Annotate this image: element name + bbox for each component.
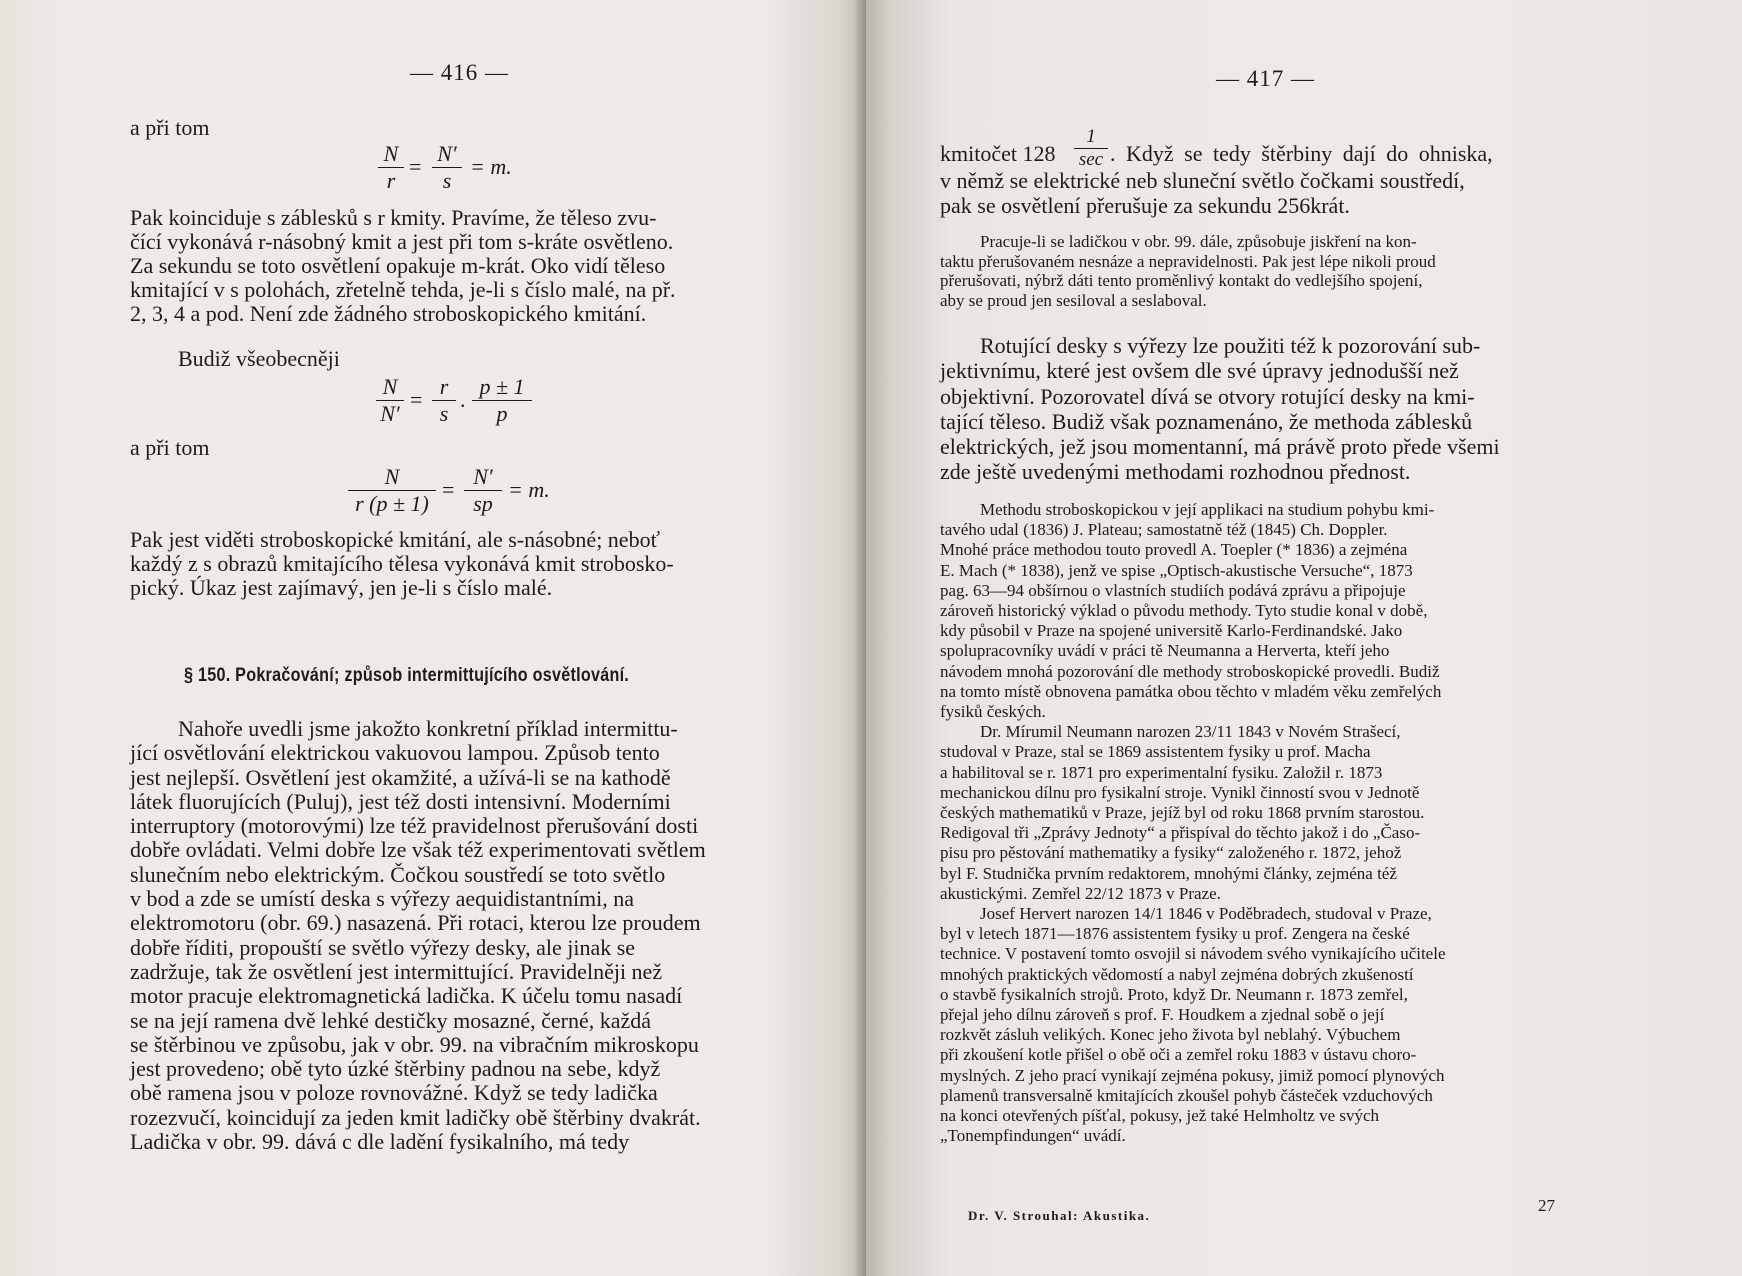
para2-line: Pak jest viděti stroboskopické kmitání, ale s-násobné; neboť — [130, 527, 660, 552]
kmitocet-line-post: . Když se tedy štěrbiny dají do ohniska, — [1110, 141, 1493, 166]
para2-line: každý z s obrazů kmitajícího tělesa vykonává kmit strobosko- — [130, 551, 674, 576]
eq2-num2: r — [432, 374, 456, 401]
para3-line: dobře říditi, propouští se světlo výřezy desky, ale jinak se — [130, 934, 636, 960]
paragraph-3 — [130, 717, 706, 1154]
note2-line: akustickými. Zemřel 22/12 1873 v Praze. — [940, 883, 1221, 903]
frac-den: sec — [1078, 149, 1104, 170]
para3-line: se štěrbinou ve způsobu, jak v obr. 99. na vibračním mikroskopu — [130, 1031, 699, 1057]
para3-line: jest nejlepší. Osvětlení jest okamžité, a užívá-li se na kathodě — [130, 764, 671, 790]
note2-line: myslných. Z jeho prací vynikají zejména pokusy, jimiž pomocí plynových — [940, 1065, 1445, 1085]
note2-line: rozkvět zásluh velikých. Konec jeho života byl neblahý. Výbuchem — [940, 1025, 1401, 1045]
eq3-equals: = — [442, 477, 455, 502]
para3-line: látek fluorujících (Puluj), jest též dosti intensivní. Moderními — [130, 788, 671, 814]
small-note-1 — [940, 232, 1436, 310]
note2-line: studoval v Praze, stal se 1869 assistentem fysiky u prof. Macha — [940, 742, 1371, 762]
left-page — [0, 0, 866, 1276]
para3-line: Nahoře uvedli jsme jakožto konkretní příklad intermittu- — [178, 716, 678, 741]
intro-text-2: a při tom — [130, 435, 210, 460]
right-page — [866, 0, 1742, 1276]
eq1-equals: = — [409, 154, 422, 179]
eq3-num2: N′ — [464, 464, 502, 491]
note2-line: „Tonempfindungen“ uvádí. — [940, 1126, 1126, 1146]
para1-line: čící vykonává r-násobný kmit a jest při tom s-kráte osvětleno. — [130, 229, 674, 254]
note2-line: českých mathematiků v Praze, jejíž byl od roku 1868 prvním starostou. — [940, 803, 1425, 823]
para3-line: jící osvětlování elektrickou vakuovou lampou. Způsob tento — [130, 740, 660, 766]
eq1-num: N — [378, 141, 404, 168]
para3-line: v bod a zde se umístí deska s výřezy aequidistantními, na — [130, 886, 635, 912]
note2-line: pag. 63—94 obšírnou o vlastních studiích podává zprávu a připojuje — [940, 580, 1406, 600]
eq1-rhs: = m. — [470, 154, 512, 179]
note2-line: technice. V postavení tomto osvojil si návodem svého vynikajícího učitele — [940, 944, 1446, 964]
note1-line: aby se proud jen sesiloval a seslaboval. — [940, 290, 1207, 310]
para3-line: jest provedeno; obě tyto úzké štěrbiny padnou na sebe, když — [130, 1056, 661, 1082]
note2-line: mechanickou dílnu pro fysikalní stroje. Vynikl činností svou v Jednotě — [940, 782, 1420, 802]
note2-line: a habilitoval se r. 1871 pro experimentalní fysiku. Založil r. 1873 — [940, 762, 1383, 782]
note2-line: při zkoušení kotle přišel o obě oči a zemřel roku 1883 v ústavu choro- — [940, 1045, 1417, 1065]
note2-line: kdy působil v Praze na spojené universitě Karlo-Ferdinandské. Jako — [940, 621, 1403, 641]
rpara2-line: objektivní. Pozorovatel dívá se otvory rotující desky na kmi- — [940, 383, 1475, 409]
note1-line: taktu přerušovaném nesnáze a nepravidelnosti. Pak jest lépe nikoli proud — [940, 251, 1436, 271]
eq2-dot: . — [460, 387, 466, 412]
note2-line: Methodu stroboskopickou v její applikaci na studium pohybu kmi- — [980, 500, 1435, 519]
para1-line: kmitající v s polohách, zřetelně tehda, je-li s číslo malé, na př. — [130, 277, 676, 302]
eq2-den3: p — [496, 401, 508, 426]
footer-author: Dr. V. Strouhal: Akustika. — [968, 1208, 1151, 1223]
rpara2-line: Rotující desky s výřezy lze použiti též k pozorování sub- — [980, 333, 1481, 358]
rpara1-line: pak se osvětlení přerušuje za sekundu 256krát. — [940, 193, 1350, 218]
note2-line: Mnohé práce methodou touto provedl A. Toepler (* 1836) a zejména — [940, 540, 1408, 560]
note2-line: přejal jeho dílnu zároveň s prof. F. Houdkem a zjednal sobě o její — [940, 1005, 1385, 1025]
eq3-rhs: = m. — [508, 477, 550, 502]
note2-line: fysiků českých. — [940, 702, 1046, 722]
eq2-num3: p ± 1 — [472, 374, 532, 401]
eq2-num: N — [376, 374, 404, 401]
paragraph-2 — [130, 528, 674, 600]
para3-line: dobře ovládati. Velmi dobře lze však též experimentovati světlem — [130, 837, 706, 863]
para1-line: Pak koinciduje s záblesků s r kmity. Pravíme, že těleso zvu- — [130, 205, 657, 230]
note2-line: tavého udal (1836) J. Plateau; samostatně též (1845) Ch. Doppler. — [940, 520, 1388, 540]
note2-line: pisu pro pěstování mathematiky a fysiky“ založeného r. 1872, jehož — [940, 843, 1402, 863]
note2-line: mnohých praktických vědomostí a nabyl zejména dobrých zkušeností — [940, 964, 1414, 984]
frac-num: 1 — [1074, 126, 1108, 149]
para3-line: slunečním nebo elektrickým. Čočkou soustředí se toto světlo — [130, 861, 666, 887]
fraction-1-sec — [1074, 126, 1108, 171]
eq2-den2: s — [439, 401, 449, 426]
note2-line: Redigoval tři „Zprávy Jednoty“ a přispíval do těchto jakož i do „Časo- — [940, 823, 1421, 843]
note2-line: spolupracovníky uvádí v práci tě Neumanna a Herverta, kteří jeho — [940, 641, 1390, 661]
eq3-den: r (p ± 1) — [355, 491, 429, 516]
page-number-417: — 417 — — [1216, 66, 1315, 91]
para3-line: elektromotoru (obr. 69.) nasazená. Při rotaci, kterou lze proudem — [130, 910, 701, 936]
para3-line: Ladička v obr. 99. dává c dle ladění fysikalního, má tedy — [130, 1129, 630, 1155]
note2-line: zároveň historický výklad o původu methody. Tyto studie konal v době, — [940, 601, 1428, 621]
rpara2-line: zde ještě uvedenými methodami rozhodnou přednost. — [940, 459, 1411, 485]
paragraph-1 — [130, 206, 676, 326]
note2-line: byl v letech 1871—1876 assistentem fysiky u prof. Zengera na české — [940, 924, 1410, 944]
eq3-den2: sp — [473, 491, 493, 516]
para3-line: zadržuje, tak že osvětlení jest intermittující. Pravidelněji než — [130, 958, 663, 984]
right-paragraph-2 — [940, 333, 1500, 485]
eq1-den2: s — [442, 168, 452, 193]
small-note-2 — [940, 500, 1446, 1147]
eq2-den: N′ — [380, 401, 400, 426]
para3-line: motor pracuje elektromagnetická ladička. K účelu tomu nasadí — [130, 983, 683, 1009]
note2-line: plamenů transversalně kmitajících zkoušel pohyb částeček vzduchových — [940, 1085, 1433, 1105]
para3-line: se na její ramena dvě lehké destičky mosazné, černé, každá — [130, 1007, 652, 1033]
note1-line: přerušovati, nýbrž dáti tento proměnlivý kontakt do vedlejšího spojení, — [940, 271, 1423, 290]
note2-line: návodem mnohá pozorování dle methody stroboskopické provedli. Budiž — [940, 661, 1440, 681]
note1-line: Pracuje-li se ladičkou v obr. 99. dále, způsobuje jiskření na kon- — [980, 232, 1417, 251]
para1-line: 2, 3, 4 a pod. Není zde žádného stroboskopického kmitání. — [130, 301, 647, 326]
right-paragraph-1 — [940, 168, 1465, 218]
eq3-num: N — [348, 464, 436, 491]
rpara2-line: tající těleso. Budiž však poznamenáno, že methoda záblesků — [940, 408, 1473, 434]
eq1-num2: N′ — [432, 141, 462, 168]
note2-line: na tomto místě obnovena památka obou těchto v mladém věku zemřelých — [940, 681, 1442, 701]
para1-line: Za sekundu se toto osvětlení opakuje m-krát. Oko vidí těleso — [130, 253, 666, 278]
para3-line: rozezvučí, koincidují za jeden kmit ladičky obě štěrbiny dvakrát. — [130, 1104, 701, 1130]
rpara1-line: v němž se elektrické neb sluneční světlo čočkami soustředí, — [940, 168, 1465, 193]
rpara2-line: elektrických, jež jsou momentanní, má právě proto přede všemi — [940, 434, 1500, 460]
page-number-416: — 416 — — [410, 60, 509, 85]
note2-line: byl F. Studnička prvním redaktorem, mnohými články, zejména též — [940, 863, 1397, 883]
section-heading: § 150. Pokračování; způsob intermittujícího osvětlování. — [184, 665, 630, 686]
eq2-equals: = — [410, 387, 423, 412]
signature-mark: 27 — [1538, 1196, 1555, 1215]
rpara2-line: jektivnímu, které jest ovšem dle své úpravy jednodušší než — [940, 358, 1459, 384]
budiz-text: Budiž všeobecněji — [178, 346, 340, 371]
note2-line: na konci otevřených píšťal, pokusy, jež také Helmholtz ve svých — [940, 1106, 1380, 1126]
note2-line: o stavbě fysikalních strojů. Proto, když Dr. Neumann r. 1873 zemřel, — [940, 984, 1408, 1004]
eq1-den: r — [386, 168, 396, 193]
intro-text: a při tom — [130, 115, 210, 140]
note2-line: E. Mach (* 1838), jenž ve spise „Optisch-akustische Versuche“, 1873 — [940, 560, 1413, 580]
kmitocet-line-pre: kmitočet 128 — [940, 141, 1056, 166]
para3-line: interruptory (motorovými) lze též pravidelnost přerušování dosti — [130, 813, 699, 839]
para2-line: pický. Úkaz jest zajímavý, jen je-li s číslo malé. — [130, 575, 553, 600]
note2-line: Josef Hervert narozen 14/1 1846 v Poděbradech, studoval v Praze, — [980, 904, 1432, 924]
note2-line: Dr. Mírumil Neumann narozen 23/11 1843 v Novém Strašecí, — [980, 722, 1401, 742]
para3-line: obě ramena jsou v poloze rovnovážné. Když se tedy ladička — [130, 1080, 658, 1106]
